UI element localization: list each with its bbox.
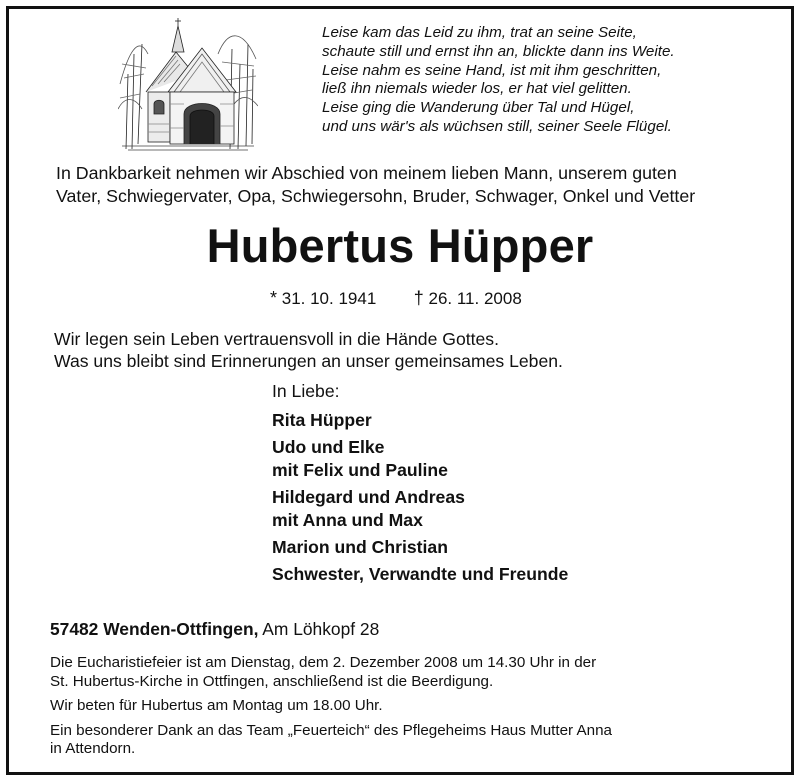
mourners-list <box>272 380 772 590</box>
faith-line: Was uns bleibt sind Erinnerungen an unser gemeinsames Leben. <box>54 351 563 371</box>
intro-line: Vater, Schwiegervater, Opa, Schwiegersohn, Bruder, Schwager, Onkel und Vetter <box>56 185 696 206</box>
poem-line: und uns wär's als wüchsen still, seiner Seele Flügel. <box>322 117 672 135</box>
death-date: 26. 11. 2008 <box>428 289 522 308</box>
farewell-intro <box>56 162 786 207</box>
mourners-lead: In Liebe: <box>272 381 340 401</box>
mourner-group <box>272 486 772 532</box>
info-line: Ein besonderer Dank an das Team „Feuerteich“ des Pflegeheims Haus Mutter Anna <box>50 721 612 739</box>
birth-symbol: * <box>270 288 278 308</box>
poem <box>322 24 782 137</box>
info-line: in Attendorn. <box>50 740 136 757</box>
poem-line: Leise nahm es seine Hand, ist mit ihm geschritten, <box>322 61 662 79</box>
deceased-name: Hubertus Hüpper <box>206 219 594 272</box>
faith-statement <box>54 328 784 372</box>
info-line: St. Hubertus-Kirche in Ottfingen, anschließend ist die Beerdigung. <box>50 672 494 690</box>
faith-line: Wir legen sein Leben vertrauensvoll in die Hände Gottes. <box>54 329 499 349</box>
mourner-line: mit Felix und Pauline <box>272 460 448 480</box>
intro-line: In Dankbarkeit nehmen wir Abschied von meinem lieben Mann, unserem guten <box>56 163 677 183</box>
address <box>50 618 379 640</box>
mourner-group <box>272 436 772 482</box>
poem-line: schaute still und ernst ihn an, blickte dann ins Weite. <box>322 42 675 60</box>
mourner-line: Rita Hüpper <box>272 410 372 430</box>
info-line: Wir beten für Hubertus am Montag um 18.00 Uhr. <box>50 697 383 714</box>
mourner-line: mit Anna und Max <box>272 510 423 530</box>
mourner-line: Hildegard und Andreas <box>272 487 465 507</box>
mourner-line: Schwester, Verwandte und Freunde <box>272 564 569 584</box>
poem-line: Leise ging die Wanderung über Tal und Hügel, <box>322 99 635 117</box>
life-dates <box>270 287 522 310</box>
mourner-line: Udo und Elke <box>272 437 385 457</box>
death-symbol: † <box>413 288 424 308</box>
chapel-illustration <box>118 14 258 154</box>
address-street: Am Löhkopf 28 <box>262 619 380 639</box>
mourner-group <box>272 563 772 586</box>
info-line: Die Eucharistiefeier ist am Dienstag, dem 2. Dezember 2008 um 14.30 Uhr in der <box>50 654 597 671</box>
service-info <box>50 648 770 765</box>
mourner-group <box>272 409 772 432</box>
poem-line: Leise kam das Leid zu ihm, trat an seine Seite, <box>322 24 637 41</box>
mourner-group <box>272 536 772 559</box>
mourner-line: Marion und Christian <box>272 537 448 557</box>
address-city: 57482 Wenden-Ottfingen, <box>50 619 259 639</box>
poem-line: ließ ihn niemals wieder los, er hat viel gelitten. <box>322 80 632 98</box>
birth-date: 31. 10. 1941 <box>281 289 377 308</box>
